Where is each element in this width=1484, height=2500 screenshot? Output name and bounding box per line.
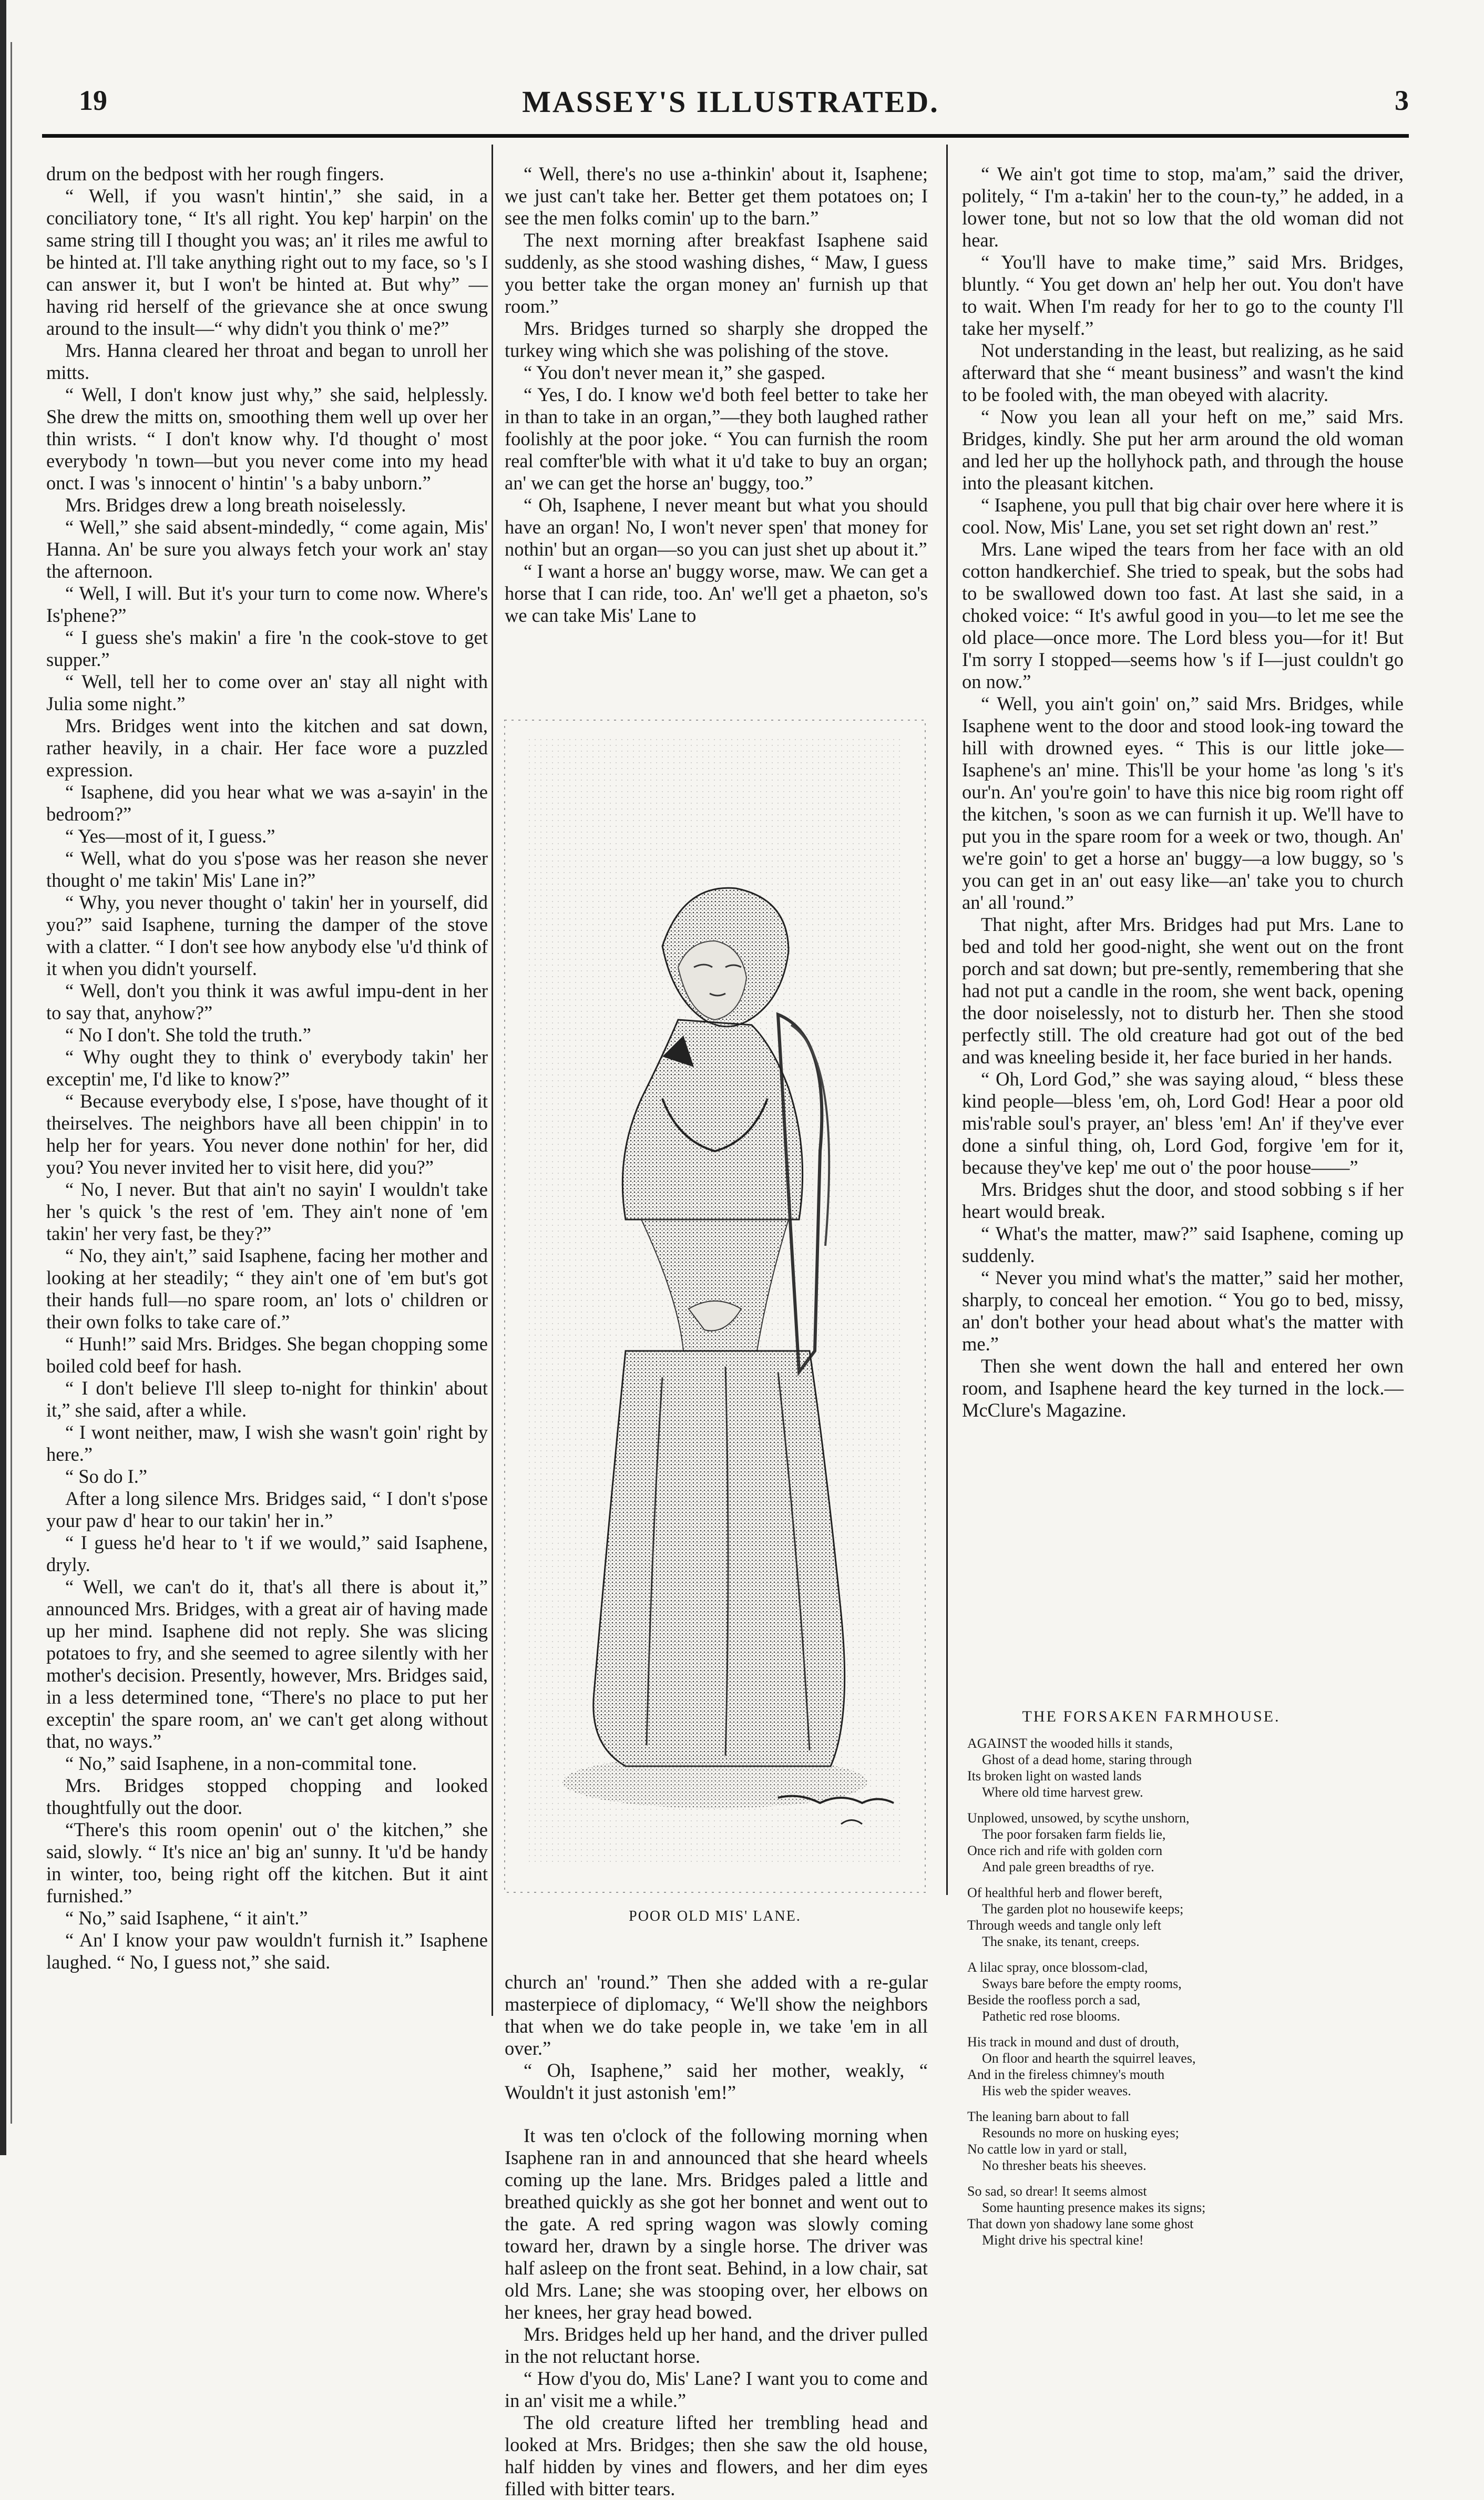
paragraph: “ Well, don't you think it was awful impu-dent in her to say that, anyhow?” [46,980,488,1023]
paragraph: “ Well, we can't do it, that's all there is about it,” announced Mrs. Bridges, with a great air of having made up her mind. Isaphene did not reply. She was slicing potatoes to fry, and she seemed to agree silently with her mother's decision. Presently, however, Mrs. Bridges said, in a less determined tone, “There's no place to put her exceptin' the spare room, an' we can't get along without that, no ways.” [46,1576,488,1752]
illustration-caption: POOR OLD MIS' LANE. [629,1908,801,1924]
poem-line: The garden plot no housewife keeps; [982,1901,1184,1917]
paragraph: “ I guess she's makin' a fire 'n the cook-stove to get supper.” [46,627,488,670]
poem-line: Its broken light on wasted lands [967,1768,1142,1784]
paragraph: “ Yes—most of it, I guess.” [65,825,275,847]
paragraph: “ You don't never mean it,” she gasped. [524,362,826,383]
paragraph: “ No,” said Isaphene, “ it ain't.” [65,1907,308,1929]
paragraph: “ Well, I will. But it's your turn to come now. Where's Is'phene?” [46,582,488,626]
paragraph: Mrs. Bridges shut the door, and stood sobbing s if her heart would break. [962,1179,1404,1222]
paragraph: “ No, they ain't,” said Isaphene, facing her mother and looking at her steadily; “ they ain't one of 'em but's got their hands full—no spare room, an' lots o' children or their own folks to take care of.” [46,1245,488,1333]
poem-line: Once rich and rife with golden corn [967,1843,1163,1858]
paragraph: Mrs. Bridges turned so sharply she dropped the turkey wing which she was polishing of the stove. [505,317,928,361]
binding-line [11,42,12,2124]
column-divider-2 [946,145,948,1895]
poem-line: A lilac spray, once blossom-clad, [967,1960,1148,1975]
paragraph: “ Why, you never thought o' takin' her in yourself, did you?” said Isaphene, turning the damper of the stove with a clatter. “ I don't see how anybody else 'u'd think of it when you didn't yourself. [46,892,488,979]
paragraph: Mrs. Bridges stopped chopping and looked thoughtfully out the door. [46,1775,488,1818]
paragraph: “ Well, if you wasn't hintin',” she said, in a conciliatory tone, “ It's all right. You kep' harpin' on the same string till I thought you was; an' it riles me awful to be hinted at. I'll take anything right out to my face, so 's I can answer it, but I won't be hinted at. But why” —having rid herself of the grievance she at once swung around to the insult—“ why didn't you think o' me?” [46,185,488,339]
poem-stanza [967,2183,1335,2248]
poem-line: On floor and hearth the squirrel leaves, [982,2051,1196,2066]
column-2-bottom [505,1971,928,2499]
paragraph: “ Oh, Lord God,” she was saying aloud, “ bless these kind people—bless 'em, oh, Lord God! Hear a poor old mis'rable soul's prayer, an' bless 'em! An' if they've ever done a sinful thing, oh, Lord God, forgive 'em for it, because they've kep' me out o' the poor house——” [962,1068,1404,1178]
paragraph: Mrs. Lane wiped the tears from her face with an old cotton handkerchief. She tried to speak, but the sobs had to be swallowed down too fast. At last she said, in a choked voice: “ It's awful good in you—to let me see the old place—once more. The Lord bless you—for it! But I'm sorry I stopped—seems how 's if I—just couldn't go on now.” [962,538,1404,692]
poem-title: THE FORSAKEN FARMHOUSE. [1022,1708,1281,1725]
poem-line: Through weeds and tangle only left [967,1918,1161,1933]
poem-line: The leaning barn about to fall [967,2109,1130,2124]
binding-edge [0,0,6,2155]
paragraph: Mrs. Bridges drew a long breath noiselessly. [65,494,406,516]
paragraph: “ Why ought they to think o' everybody takin' her exceptin' me, I'd like to know?” [46,1046,488,1090]
page-number-right: 3 [1395,85,1409,116]
paragraph: drum on the bedpost with her rough fingers. [46,163,384,185]
poem-line: No thresher beats his sheeves. [982,2158,1147,2173]
poem-line: The snake, its tenant, creeps. [982,1934,1140,1949]
paragraph: That night, after Mrs. Bridges had put Mrs. Lane to bed and told her good-night, she went out on the front porch and sat down; but pre-sently, remembering that she had not put a candle in the room, she went back, opening the door noiselessly, not to disturb her. Then she stood perfectly still. The old creature had got out of the bed and was kneeling beside it, her face buried in her hands. [962,914,1404,1068]
paragraph: “ No,” said Isaphene, in a non-commital tone. [65,1753,417,1774]
paragraph: “ You'll have to make time,” said Mrs. Bridges, bluntly. “ You get down an' help her out. You don't have to wait. When I'm ready for her to go to the county I'll take her myself.” [962,251,1404,339]
page-number-left: 19 [79,85,107,116]
paragraph: “ I guess he'd hear to 't if we would,” said Isaphene, dryly. [46,1532,488,1575]
paragraph: “ Isaphene, did you hear what we was a-sayin' in the bedroom?” [46,781,488,825]
poem-stanza [967,1959,1335,2024]
paragraph: “ I don't believe I'll sleep to-night for thinkin' about it,” she said, after a while. [46,1377,488,1421]
paragraph: “ Well,” she said absent-mindedly, “ come again, Mis' Hanna. An' be sure you always fetch your work an' stay the afternoon. [46,516,488,582]
page-header [32,79,1430,126]
paragraph: church an' 'round.” Then she added with a re-gular masterpiece of diplomacy, “ We'll show the neighbors that when we do take people in, we take 'em in all over.” [505,1971,928,2059]
poem-line: That down yon shadowy lane some ghost [967,2216,1194,2231]
paragraph: “ Never you mind what's the matter,” said her mother, sharply, to conceal her emotion. “ You go to bed, missy, an' don't bother your head about what's the matter with me.” [962,1267,1404,1355]
masthead-title: MASSEY'S ILLUSTRATED. [522,85,939,119]
poem-line: Unplowed, unsowed, by scythe unshorn, [967,1810,1190,1826]
paragraph: The old creature lifted her trembling head and looked at Mrs. Bridges; then she saw the old house, half hidden by vines and flowers, and her dim eyes filled with bitter tears. [505,2412,928,2499]
paragraph: “ I want a horse an' buggy worse, maw. We can get a horse that I can ride, too. An' we'll get a phaeton, so's we can take Mis' Lane to [505,560,928,626]
poem-line: Where old time harvest grew. [982,1785,1143,1800]
poem-line: And pale green breadths of rye. [982,1859,1154,1874]
poem-stanza [967,2034,1335,2099]
poem-line: Resounds no more on husking eyes; [982,2125,1179,2140]
poem-line: Pathetic red rose blooms. [982,2009,1120,2024]
paragraph: “ So do I.” [65,1466,148,1487]
poem-stanza [967,1884,1335,1950]
poem-stanzas [967,1735,1335,2248]
poem [967,1708,1335,2258]
poem-line: Sways bare before the empty rooms, [982,1976,1182,1991]
poem-line: No cattle low in yard or stall, [967,2142,1127,2157]
poem-stanza [967,1810,1335,1875]
poem-line: His web the spider weaves. [982,2083,1131,2098]
poem-line: Might drive his spectral kine! [982,2232,1144,2248]
paragraph: “ I wont neither, maw, I wish she wasn't goin' right by here.” [46,1421,488,1465]
poem-line: The poor forsaken farm fields lie, [982,1827,1166,1842]
column-2-top [505,163,928,694]
column-1 [46,163,488,2139]
paragraph: “ Well, what do you s'pose was her reason she never thought o' me takin' Mis' Lane in?” [46,847,488,891]
paragraph: Then she went down the hall and entered her own room, and Isaphene heard the key turned in the lock.—McClure's Magazine. [962,1355,1404,1421]
paragraph: “ We ain't got time to stop, ma'am,” said the driver, politely, “ I'm a-takin' her to the coun-ty,” he added, in a lower tone, but not so low that the old woman did not hear. [962,163,1404,251]
paragraph: It was ten o'clock of the following morning when Isaphene ran in and announced that she heard wheels coming up the lane. Mrs. Bridges paled a little and breathed quickly as she got her bonnet and went out to the gate. A red spring wagon was slowly coming toward her, drawn by a single horse. The driver was half asleep on the front seat. Behind, in a low chair, sat old Mrs. Lane; she was stooping over, her elbows on her knees, her gray head bowed. [505,2125,928,2323]
paragraph: The next morning after breakfast Isaphene said suddenly, as she stood washing dishes, “ Maw, I guess you better take the organ money an' furnish up that room.” [505,229,928,317]
paragraph: “ Hunh!” said Mrs. Bridges. She began chopping some boiled cold beef for hash. [46,1333,488,1377]
poem-line: And in the fireless chimney's mouth [967,2067,1165,2082]
paragraph: “ Because everybody else, I s'pose, have thought of it theirselves. The neighbors have all been chippin' in to help her for years. You never done nothin' for her, did you? You never invited her to visit here, did you?” [46,1090,488,1178]
illustration [505,720,925,1940]
paragraph: “ No, I never. But that ain't no sayin' I wouldn't take her 's quick 's the rest of 'em. They ain't none of 'em takin' her very fast, be they?” [46,1179,488,1244]
paragraph: “ Well, I don't know just why,” she said, helplessly. She drew the mitts on, smoothing them well up over her thin wrists. “ I don't know why. I'd thought o' most everybody 'n town—but you never come into my head onct. I was 's innocent o' hintin' 's a baby unborn.” [46,384,488,494]
paragraph: Mrs. Bridges went into the kitchen and sat down, rather heavily, in a chair. Her face wore a puzzled expression. [46,715,488,781]
paragraph: “There's this room openin' out o' the kitchen,” she said, slowly. “ It's nice an' big an' sunny. It 'u'd be handy in winter, too, being right off the kitchen. But it aint furnished.” [46,1819,488,1907]
paragraph: “ Well, there's no use a-thinkin' about it, Isaphene; we just can't take her. Better get them potatoes on; I see the men folks comin' up to the barn.” [505,163,928,229]
paragraph: “ What's the matter, maw?” said Isaphene, coming up suddenly. [962,1223,1404,1266]
paragraph: “ Isaphene, you pull that big chair over here where it is cool. Now, Mis' Lane, you set set right down an' rest.” [962,494,1404,538]
paragraph: “ No I don't. She told the truth.” [65,1024,311,1046]
paragraph: Not understanding in the least, but realizing, as he said afterward that she “ meant business” and wasn't the kind to be fooled with, the man obeyed with alacrity. [962,340,1404,405]
poem-line: His track in mound and dust of drouth, [967,2034,1179,2050]
illustration-old-woman-in-chair [505,720,925,1892]
paragraph: “ Oh, Isaphene, I never meant but what you should have an organ! No, I won't never spen' that money for nothin' but an organ—so you can just shet up about it.” [505,494,928,560]
paragraph: “ An' I know your paw wouldn't furnish it.” Isaphene laughed. “ No, I guess not,” she said. [46,1929,488,1973]
paragraph: Mrs. Bridges held up her hand, and the driver pulled in the not reluctant horse. [505,2323,928,2367]
poem-line: AGAINST the wooded hills it stands, [967,1736,1173,1751]
paragraph: “ Well, tell her to come over an' stay all night with Julia some night.” [46,671,488,714]
poem-line: Of healthful herb and flower bereft, [967,1885,1163,1900]
poem-line: Beside the roofless porch a sad, [967,1992,1141,2007]
paragraph: After a long silence Mrs. Bridges said, “ I don't s'pose your paw d' hear to our takin' her in.” [46,1488,488,1531]
column-3 [962,163,1404,1703]
paragraph: Mrs. Hanna cleared her throat and began to unroll her mitts. [46,340,488,383]
poem-line: Ghost of a dead home, staring through [982,1752,1192,1767]
poem-line: So sad, so drear! It seems almost [967,2184,1147,2199]
header-rule [42,134,1409,138]
poem-stanza [967,1735,1335,1800]
paragraph: “ Well, you ain't goin' on,” said Mrs. Bridges, while Isaphene went to the door and stood look-ing toward the hill with drowned eyes. “ This is our little joke—Isaphene's an' mine. This'll be your home 'as long 's it's our'n. An' you're goin' to have this nice big room right off the kitchen, 's soon as we can furnish it up. We'll have to put you in the spare room for a week or two, though. An' we're goin' to get a horse an' buggy—a low buggy, so 's you can get in an' out easy like—an' take you to church an' all 'round.” [962,693,1404,913]
poem-line: Some haunting presence makes its signs; [982,2200,1206,2215]
paragraph: “ How d'you do, Mis' Lane? I want you to come and in an' visit me a while.” [505,2368,928,2411]
column-divider-1 [492,145,493,2016]
poem-stanza [967,2108,1335,2174]
paragraph: “ Now you lean all your heft on me,” said Mrs. Bridges, kindly. She put her arm around the old woman and led her up the hollyhock path, and through the house into the pleasant kitchen. [962,406,1404,494]
paragraph: “ Yes, I do. I know we'd both feel better to take her in than to take in an organ,”—they both laughed rather foolishly at the poor joke. “ You can furnish the room real comfter'ble with what it u'd take to buy an organ; an' we can get the horse an' buggy, too.” [505,384,928,494]
paragraph: “ Oh, Isaphene,” said her mother, weakly, “ Wouldn't it just astonish 'em!” [505,2060,928,2103]
